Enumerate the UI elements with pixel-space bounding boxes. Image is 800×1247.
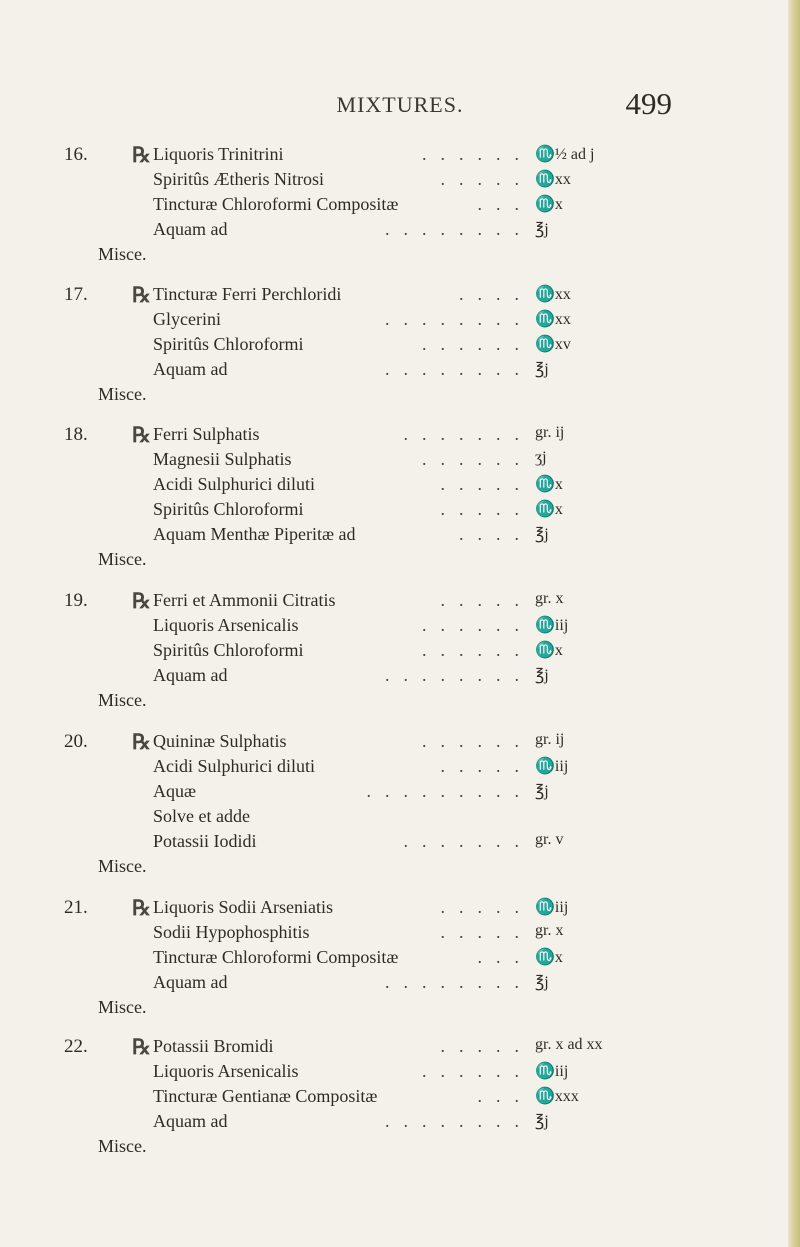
- ingredient-name: Magnesii Sulphatis: [153, 449, 298, 470]
- ingredient-name: Potassii Bromidi: [153, 1036, 280, 1057]
- page-number: 499: [625, 86, 672, 121]
- recipe-symbol-icon: ℞: [132, 1035, 151, 1059]
- ingredient-name: Spiritûs Chloroformi: [153, 640, 310, 661]
- recipe-symbol-icon: ℞: [132, 423, 151, 447]
- recipe-number: 22.: [64, 1036, 88, 1057]
- ingredient-qty: ℥j: [535, 1113, 549, 1130]
- ingredient-qty: ♏x: [535, 501, 563, 518]
- ingredient-qty: ʒj: [535, 449, 547, 466]
- recipe-symbol-icon: ℞: [132, 283, 151, 307]
- ingredient-name: Spiritûs Chloroformi: [153, 499, 310, 520]
- ingredient-name: Liquoris Arsenicalis: [153, 1061, 304, 1082]
- ingredient-qty: ℥j: [535, 667, 549, 684]
- misce-label: Misce.: [98, 856, 147, 876]
- ingredient-qty: ♏xx: [535, 286, 571, 303]
- ingredient-name: Tincturæ Gentianæ Compositæ: [153, 1086, 383, 1107]
- ingredient-name: Potassii Iodidi: [153, 831, 263, 852]
- ingredient-name: Sodii Hypophosphitis: [153, 922, 316, 943]
- ingredient-name: Aquæ: [153, 781, 202, 802]
- ingredient-name: Aquam ad: [153, 972, 233, 993]
- ingredient-qty: ℥j: [535, 361, 549, 378]
- ingredient-name: Liquoris Arsenicalis: [153, 615, 304, 636]
- ingredient-qty: ℥j: [535, 974, 549, 991]
- recipe-number: 21.: [64, 897, 88, 918]
- ingredient-qty: ℥j: [535, 526, 549, 543]
- ingredient-qty: ♏x: [535, 476, 563, 493]
- page-edge: [788, 0, 800, 1247]
- recipe-number: 18.: [64, 424, 88, 445]
- misce-label: Misce.: [98, 384, 147, 404]
- ingredient-qty: ♏½ ad j: [535, 146, 595, 163]
- misce-label: Misce.: [98, 244, 147, 264]
- ingredient-name: Acidi Sulphurici diluti: [153, 474, 321, 495]
- ingredient-qty: ℥j: [535, 783, 549, 800]
- ingredient-qty: gr. x: [535, 590, 564, 607]
- ingredient-name: Glycerini: [153, 309, 227, 330]
- ingredient-name: Solve et adde: [153, 806, 256, 827]
- recipe-number: 19.: [64, 590, 88, 611]
- ingredient-qty: ♏x: [535, 949, 563, 966]
- recipe-number: 20.: [64, 731, 88, 752]
- ingredient-name: Liquoris Sodii Arseniatis: [153, 897, 339, 918]
- ingredient-name: Liquoris Trinitrini: [153, 144, 290, 165]
- recipe-symbol-icon: ℞: [132, 896, 151, 920]
- ingredient-name: Tincturæ Ferri Perchloridi: [153, 284, 347, 305]
- ingredient-name: Aquam Menthæ Piperitæ ad: [153, 524, 361, 545]
- misce-label: Misce.: [98, 1136, 147, 1156]
- ingredient-qty: gr. x ad xx: [535, 1036, 603, 1053]
- ingredient-qty: gr. v: [535, 831, 564, 848]
- ingredient-qty: ♏xv: [535, 336, 571, 353]
- ingredient-qty: gr. ij: [535, 731, 565, 748]
- ingredient-qty: ♏xx: [535, 171, 571, 188]
- ingredient-qty: ♏iij: [535, 617, 569, 634]
- misce-label: Misce.: [98, 549, 147, 569]
- ingredient-name: Ferri et Ammonii Citratis: [153, 590, 342, 611]
- misce-label: Misce.: [98, 690, 147, 710]
- ingredient-name: Ferri Sulphatis: [153, 424, 266, 445]
- ingredient-qty: ♏iij: [535, 1063, 569, 1080]
- ingredient-qty: ♏x: [535, 196, 563, 213]
- ingredient-qty: ♏iij: [535, 758, 569, 775]
- recipe-symbol-icon: ℞: [132, 589, 151, 613]
- ingredient-qty: ℥j: [535, 221, 549, 238]
- ingredient-name: Tincturæ Chloroformi Compositæ: [153, 194, 404, 215]
- ingredient-name: Aquam ad: [153, 665, 233, 686]
- ingredient-qty: gr. x: [535, 922, 564, 939]
- ingredient-name: Aquam ad: [153, 1111, 233, 1132]
- ingredient-name: Spiritûs Chloroformi: [153, 334, 310, 355]
- recipe-symbol-icon: ℞: [132, 143, 151, 167]
- ingredient-name: Aquam ad: [153, 359, 233, 380]
- misce-label: Misce.: [98, 997, 147, 1017]
- ingredient-name: Tincturæ Chloroformi Compositæ: [153, 947, 404, 968]
- ingredient-qty: ♏x: [535, 642, 563, 659]
- page-title: MIXTURES.: [336, 92, 464, 117]
- recipe-number: 17.: [64, 284, 88, 305]
- ingredient-name: Aquam ad: [153, 219, 233, 240]
- recipe-symbol-icon: ℞: [132, 730, 151, 754]
- ingredient-name: Acidi Sulphurici diluti: [153, 756, 321, 777]
- ingredient-qty: ♏iij: [535, 899, 569, 916]
- running-head: [0, 86, 800, 130]
- recipe-number: 16.: [64, 144, 88, 165]
- ingredient-qty: ♏xx: [535, 311, 571, 328]
- ingredient-qty: gr. ij: [535, 424, 565, 441]
- ingredient-qty: ♏xxx: [535, 1088, 579, 1105]
- ingredient-name: Quininæ Sulphatis: [153, 731, 293, 752]
- ingredient-name: Spiritûs Ætheris Nitrosi: [153, 169, 330, 190]
